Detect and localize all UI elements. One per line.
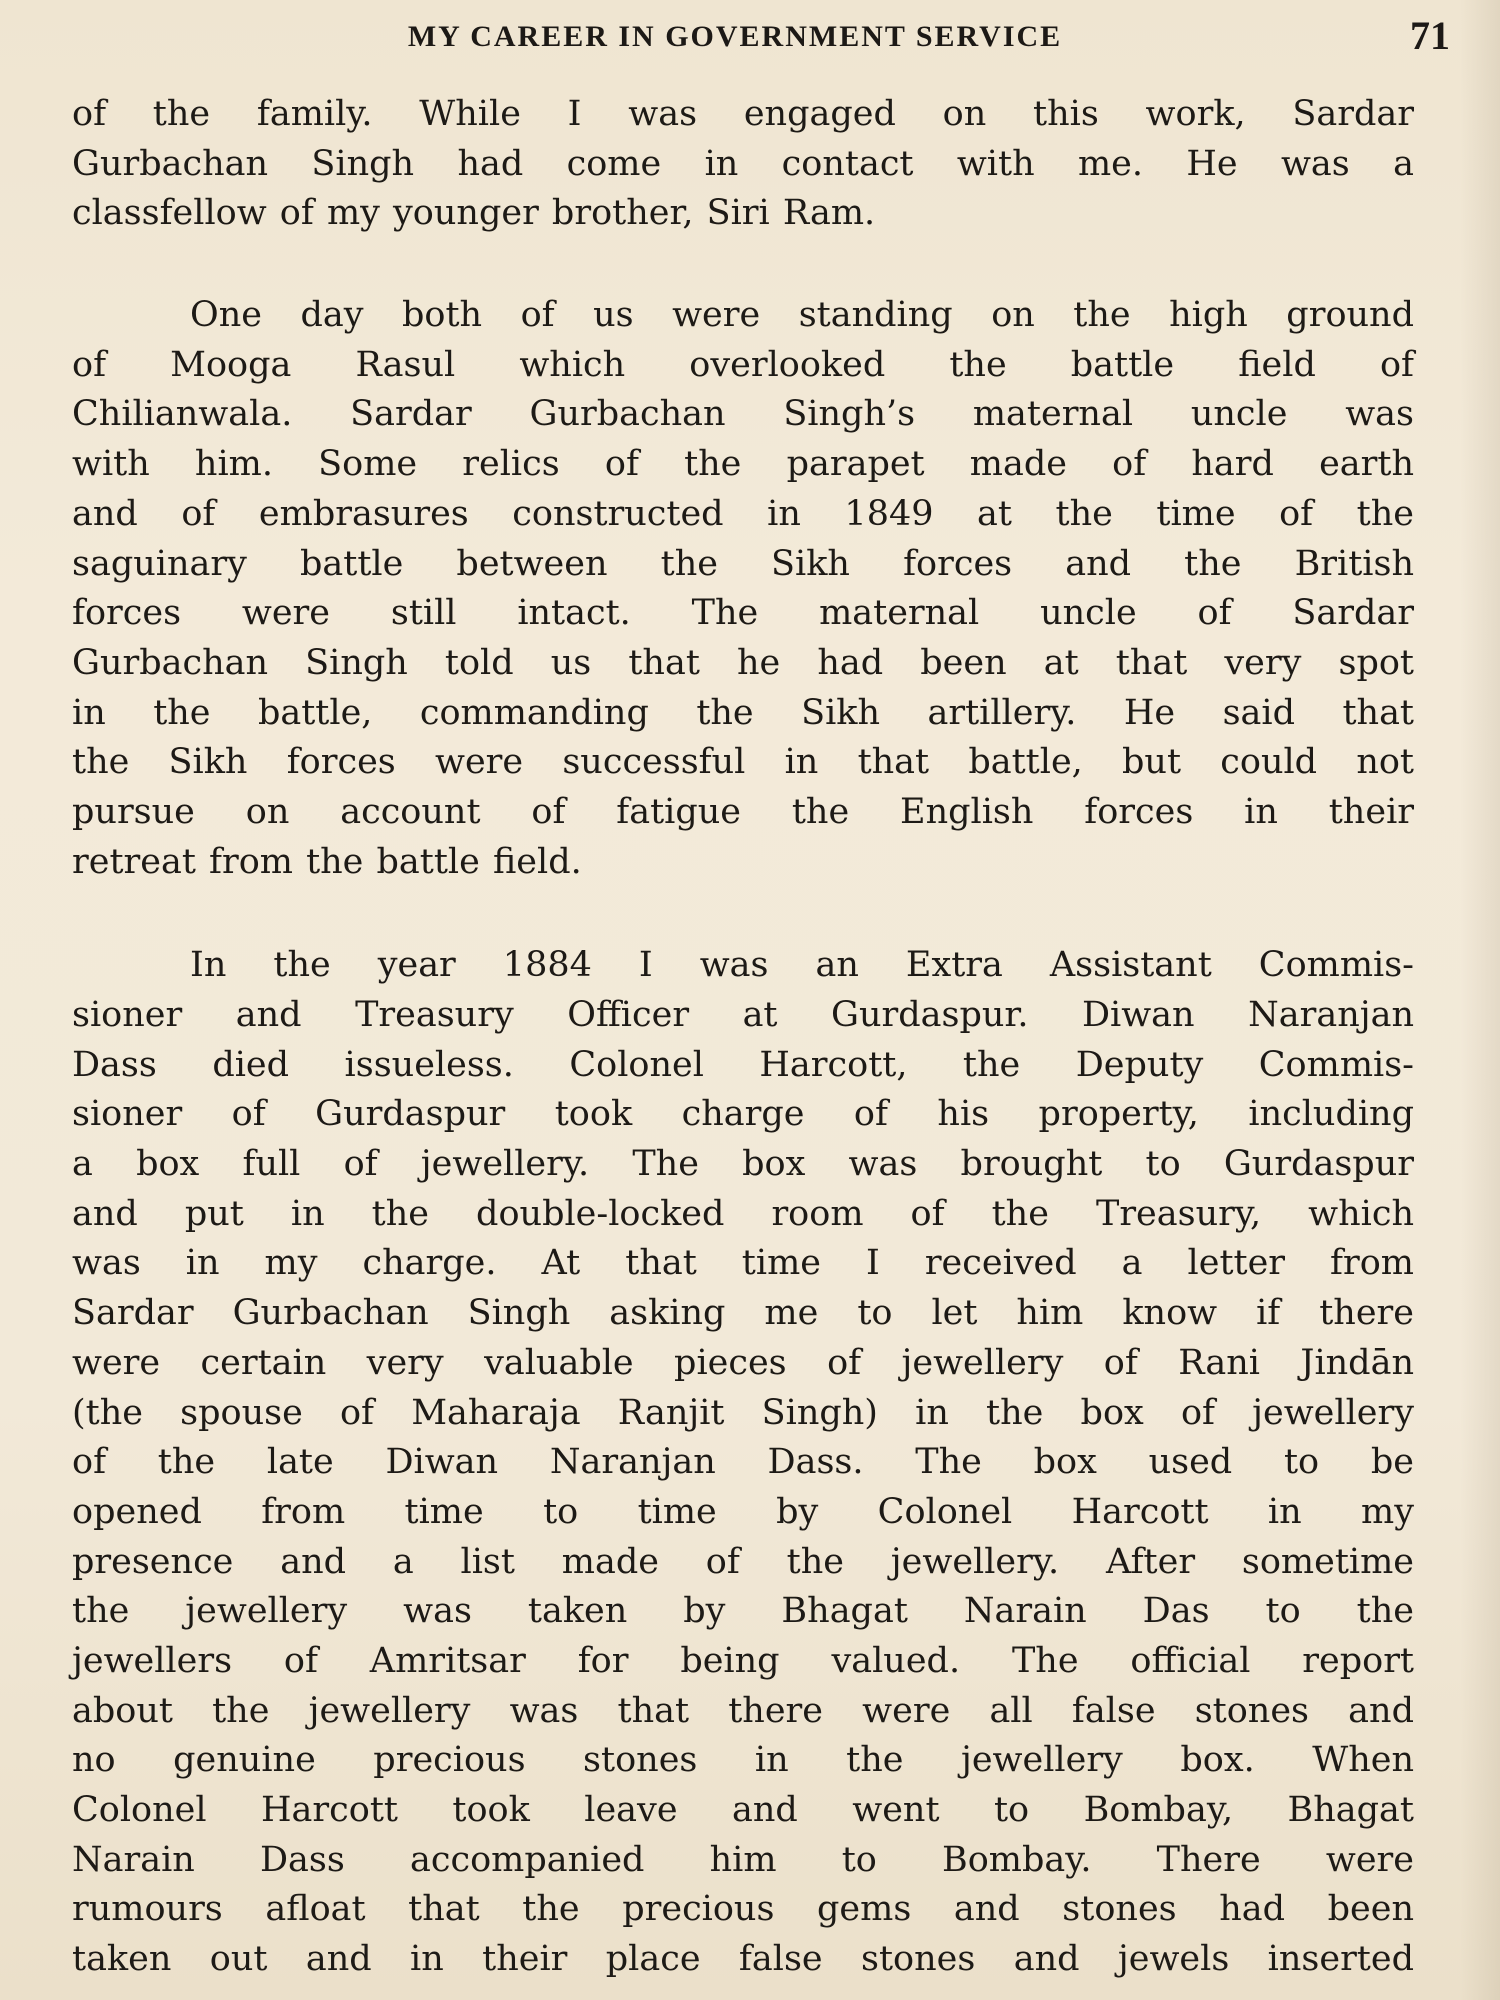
- body-text: [72, 90, 1414, 1985]
- text-line: a box full of jewellery. The box was brought to Gurdaspur: [72, 1144, 1414, 1185]
- text-line: Sardar Gurbachan Singh asking me to let him know if there: [72, 1293, 1414, 1334]
- page-header: [0, 12, 1500, 72]
- text-line: presence and a list made of the jewellery. After sometime: [72, 1541, 1414, 1582]
- text-line: Chilianwala. Sardar Gurbachan Singh’s maternal uncle was: [72, 394, 1414, 435]
- text-line: no genuine precious stones in the jewellery box. When: [72, 1740, 1414, 1781]
- running-title: MY CAREER IN GOVERNMENT SERVICE: [407, 20, 1063, 53]
- page-number: 71: [1410, 13, 1450, 58]
- page-edge-shadow: [1460, 0, 1500, 2000]
- text-line: Narain Dass accompanied him to Bombay. There were: [72, 1839, 1414, 1880]
- paragraph-2: [72, 291, 1414, 887]
- text-line: One day both of us were standing on the high ground: [190, 295, 1414, 336]
- text-line: in the battle, commanding the Sikh artillery. He said that: [72, 692, 1414, 733]
- paragraph-1: [72, 90, 1414, 239]
- text-line: saguinary battle between the Sikh forces and the British: [72, 543, 1414, 584]
- text-line: In the year 1884 I was an Extra Assistant Commis-: [190, 945, 1414, 986]
- text-line: were certain very valuable pieces of jewellery of Rani Jindān: [72, 1342, 1414, 1383]
- text-line: classfellow of my younger brother, Siri Ram.: [72, 193, 876, 234]
- text-line: (the spouse of Maharaja Ranjit Singh) in the box of jewellery: [72, 1392, 1414, 1433]
- text-line: Dass died issueless. Colonel Harcott, the Deputy Commis-: [72, 1044, 1414, 1085]
- text-line: rumours afloat that the precious gems and stones had been: [72, 1889, 1414, 1930]
- text-line: Gurbachan Singh told us that he had been at that very spot: [72, 642, 1414, 683]
- text-line: of the late Diwan Naranjan Dass. The box used to be: [72, 1442, 1414, 1483]
- text-line: of the family. While I was engaged on this work, Sardar: [72, 94, 1414, 134]
- text-line: forces were still intact. The maternal uncle of Sardar: [72, 593, 1414, 634]
- text-line: and put in the double-locked room of the Treasury, which: [72, 1193, 1414, 1234]
- text-line: Gurbachan Singh had come in contact with me. He was a: [72, 143, 1414, 184]
- text-line: and of embrasures constructed in 1849 at the time of the: [72, 493, 1414, 534]
- text-line: sioner of Gurdaspur took charge of his property, including: [72, 1094, 1414, 1135]
- text-line: pursue on account of fatigue the English forces in their: [72, 791, 1414, 832]
- text-line: opened from time to time by Colonel Harcott in my: [72, 1491, 1414, 1532]
- text-line: sioner and Treasury Officer at Gurdaspur. Diwan Naranjan: [72, 995, 1414, 1035]
- text-line: the Sikh forces were successful in that battle, but could not: [72, 742, 1414, 783]
- text-line: jewellers of Amritsar for being valued. The official report: [72, 1640, 1414, 1681]
- text-line: the jewellery was taken by Bhagat Narain Das to the: [72, 1591, 1414, 1632]
- text-line: retreat from the battle field.: [72, 841, 582, 882]
- text-line: with him. Some relics of the parapet made of hard earth: [72, 444, 1414, 485]
- text-line: of Mooga Rasul which overlooked the battle field of: [72, 344, 1414, 385]
- paragraph-3: [72, 941, 1414, 1984]
- text-line: about the jewellery was that there were all false stones and: [72, 1690, 1414, 1731]
- text-line: taken out and in their place false stones and jewels inserted: [72, 1939, 1414, 1980]
- text-line: Colonel Harcott took leave and went to Bombay, Bhagat: [72, 1790, 1414, 1830]
- text-line: was in my charge. At that time I received a letter from: [72, 1243, 1414, 1284]
